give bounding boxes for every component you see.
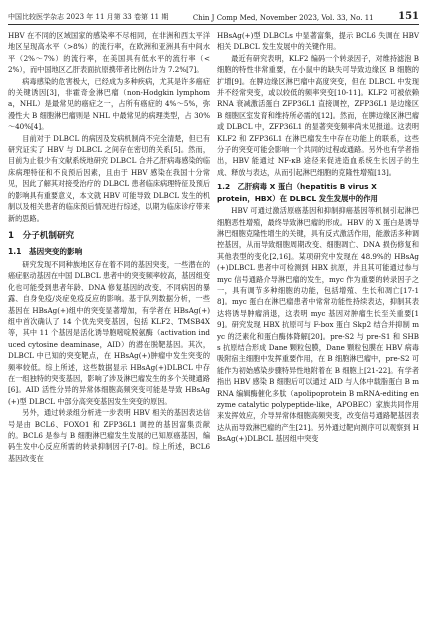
section-heading: 1 分子机制研究 xyxy=(8,230,75,241)
subsection-heading: 1.1 基因突变的影响 xyxy=(8,246,83,256)
subsection-heading-line: protein，HBX）在 DLBCL 发生发展中的作用 xyxy=(217,193,378,203)
subsection-heading xyxy=(217,181,419,204)
paragraph: 另外，通过转录组分析进一步表明 HBV 相关的基因表达信号是由 BCL6、FOXO1 和 ZFP36L1 调控的基因富集贡献的。BCL6 是参与 B 细胞淋巴瘤发生发展的已知原癌基因，编码生发中心反应所需的转录抑制因子[7-8]。综上所述，BCL6 基因改变在 xyxy=(8,408,210,463)
journal-title-cn: 中国比较医学杂志 2023 年 11 月第 33 卷第 11 期 xyxy=(8,13,169,21)
right-column xyxy=(217,30,419,445)
paragraph: 病毒感染的危害极大，已经成为多种疾病，尤其是许多癌症的关键诱因[3]，非霍奇金淋巴瘤（non-Hodgkin lymphoma，NHL）是最常见的癌症之一，占所有癌症的 4%～5%，弥漫性大 B 细胞淋巴瘤则是 NHL 中最常见的病理类型，占 30%～40%[4]。 xyxy=(8,76,210,132)
paragraph: 研究发现不同种族地区存在着不同的基因突变，一些潜在的癌症驱动基因在中国 DLBCL 患者中的突变频率较高，基因组变化也可能受到患者年龄、DNA 修复基因的改变、不同病因的暴露、自身免疫/炎症免疫反应的影响。基于队列数据分析，一些基因在 HBsAg(+)组中的突变显著增加，有学者在 HBsAg(+)组中首次确认了 14 个优先突变基因，包括 KLF2、TMSB4X 等，其中 11 个基因是活化诱导胞嘧啶脱氨酶（activation induced cytosine deaminase，AID）的潜在脱靶基因。其次，DLBCL 中已知的突变靶点，在 HBsAg(+)肿瘤中发生突变的频率较低。综上所述，这些数据显示 HBsAg(+)DLBCL 中存在一组独特的突变基因，影响了涉及淋巴瘤发生的多个关键通路[6]。AID 活性分异的异常体细胞高频突变可能是导致 HBsAg(+)型 DLBCL 中部分高突变基因发生突变的原因。 xyxy=(8,259,210,406)
subsection-heading-line: 1.2 乙肝病毒 X 蛋白（hepatitis B virus X xyxy=(217,182,377,192)
page-header xyxy=(8,8,419,22)
header-rule xyxy=(8,24,419,25)
paragraph: 最近有研究表明，KLF2 编码一个转录因子，对维持滤泡 B 细胞的特性非常重要，在小鼠中的缺失可导致边缘区 B 细胞的扩增[9]。在脾边缘区淋巴瘤中高度突变，但在 DLBCL 中发现并不经常突变，或以较低的频率突变[10-11]。KLF2 可被依赖 RNA 衰减激活蛋白 ZFP36L1 直接调控，ZFP36L1 是边缘区 B 细胞区室发育和维持所必需的[12]。然而，在脾边缘区淋巴瘤或 DLBCL 中，ZFP36L1 的显著突变频率尚未见报道。这表明 KLF2 和 ZFP36L1 在淋巴瘤发生中存在功能上的联系，这些分子的突变可能会影响一个共同的过程或通路。另外也有学者指出，HBV 能通过 NF-κB 途径来促进造血系统生长因子的生成、释放与表达，从而引起淋巴细胞的克隆性增殖[13]。 xyxy=(217,53,419,177)
paragraph: 目前对于 DLBCL 的病因及发病机制尚不完全清楚，但已有研究证实了 HBV 与 DLBCL 之间存在密切的关系[5]。然而，目前为止很少有文献系统地研究 DLBCL 合并乙肝病毒感染的临床病理特征和不良预后因素，且由于 HBV 感染在我国十分常见，因此了解其对接受治疗的 DLBCL 患者临床病理特征及预后的影响具有重要意义，本文就 HBV 可能导致 DLBCL 发生的机制以及相关患者的临床预后情况进行综述，以期为临床诊疗带来新的思路。 xyxy=(8,133,210,223)
page-number: 151 xyxy=(398,11,419,22)
journal-title-en: Chin J Comp Med, November 2023, Vol. 33, No. 11 xyxy=(192,14,374,22)
paragraph: HBsAg(+)型 DLBCLs 中显著富集，提示 BCL6 失调在 HBV 相关 DLBCL 发生发展中的关键作用。 xyxy=(217,31,419,52)
paragraph: HBV 可通过激活原癌基因和抑制抑癌基因等机制引起淋巴细胞恶性增殖，最终导致淋巴瘤的形成。HBV 的 X 蛋白是诱导淋巴细胞克隆性增生的关键，具有反式激活作用，能激活多种调控基因，从而导致细胞周期改变、细胞凋亡、DNA 损伤修复和其他表型的变化[2,16]。某项研究中发现在 48.9%的 HBsAg(+)DLBCL 患者中可检测到 HBX 抗原，并且其可能通过参与 myc 信号通路介导淋巴瘤的发生，myc 作为重要的转录因子之一，具有调节多种细胞的功能，包括增殖、生长和凋亡[17-18]。myc 蛋白在淋巴瘤患者中常常功能性持续表达，抑制其表达将诱导肿瘤消退，这表明 myc 基因对肿瘤生长至关重要[19]。研究发现 HBX 抗原可与 F-box 蛋白 Skp2 结合并抑制 myc 的泛素化和蛋白酶体降解[20]。pre-S2 与 pre-S1 和 SHBs 抗原结合形成 Dane 颗粒包膜，Dane 颗粒包膜在 HBV 病毒吸附宿主细胞中发挥重要作用，在 B 细胞淋巴瘤中，pre-S2 可能作为初始感染步骤特异性地附着在 B 细胞上[21-22]。有学者指出 HBV 感染 B 细胞后可以通过 AID 与人体中载脂蛋白 B mRNA 编辑酶催化多肽（apolipoprotein B mRNA-editing enzyme catalytic polypeptide-like，APOBEC）家族共同作用来发挥效应，介导异常体细胞高频突变，改变信号通路靶基因表达从而导致淋巴瘤的产生[21]。另外通过靶向测序可以观察到 HBsAg(+)DLBCL 基因组中突变 xyxy=(217,206,419,444)
paragraph: HBV 在不同的区域国家的感染率不尽相同，在非洲和西太平洋地区呈现高水平（>8%）的流行率，在欧洲和亚洲具有中间水平（2%～7%）的流行率，在美国具有低水平的流行率（<2%），而中国地区乙肝表面抗原携带者比例估计为 7.2%[7]。 xyxy=(8,31,210,75)
left-column xyxy=(8,30,210,464)
